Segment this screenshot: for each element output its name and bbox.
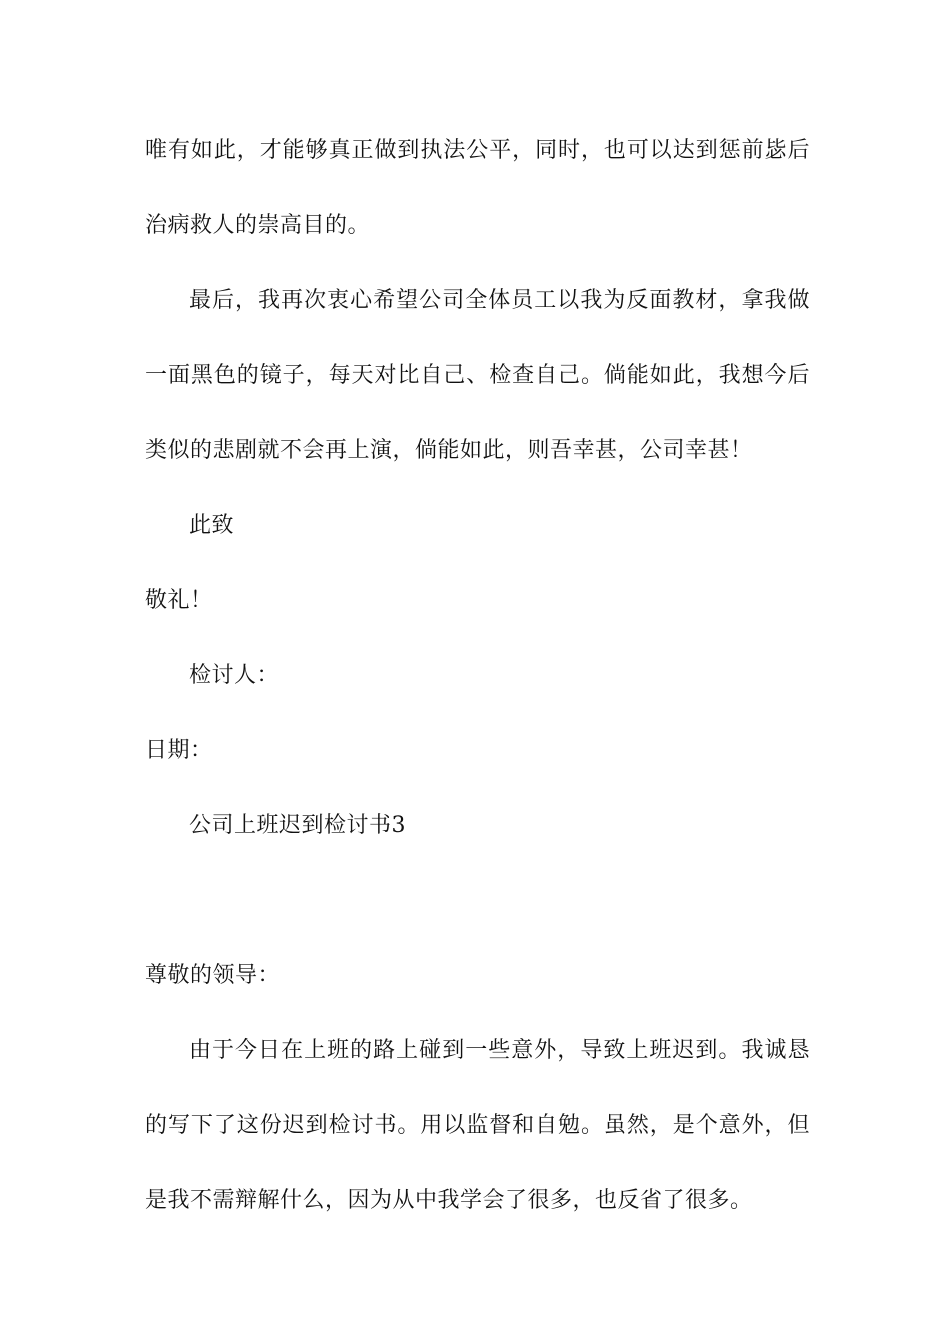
closing-regards: 敬礼！ <box>145 588 213 613</box>
paragraph-line: 是我不需辩解什么，因为从中我学会了很多，也反省了很多。 <box>145 1188 753 1213</box>
paragraph-line: 由于今日在上班的路上碰到一些意外，导致上班迟到。我诚恳 <box>189 1038 810 1063</box>
paragraph-line: 最后，我再次衷心希望公司全体员工以我为反面教材，拿我做 <box>189 288 810 313</box>
paragraph-line: 的写下了这份迟到检讨书。用以监督和自勉。虽然，是个意外，但 <box>145 1113 810 1138</box>
section-title: 公司上班迟到检讨书3 <box>189 813 406 838</box>
paragraph-line: 类似的悲剧就不会再上演，倘能如此，则吾幸甚，公司幸甚！ <box>145 438 753 463</box>
closing-salutation: 此致 <box>189 513 235 538</box>
greeting: 尊敬的领导： <box>145 963 281 988</box>
paragraph-line: 治病救人的崇高目的。 <box>145 213 371 238</box>
date-label: 日期： <box>145 738 213 763</box>
paragraph-line: 一面黑色的镜子，每天对比自己、检查自己。倘能如此，我想今后 <box>145 363 810 388</box>
paragraph-line: 唯有如此，才能够真正做到执法公平，同时，也可以达到惩前毖后 <box>145 138 810 163</box>
signature-label: 检讨人： <box>189 663 280 688</box>
